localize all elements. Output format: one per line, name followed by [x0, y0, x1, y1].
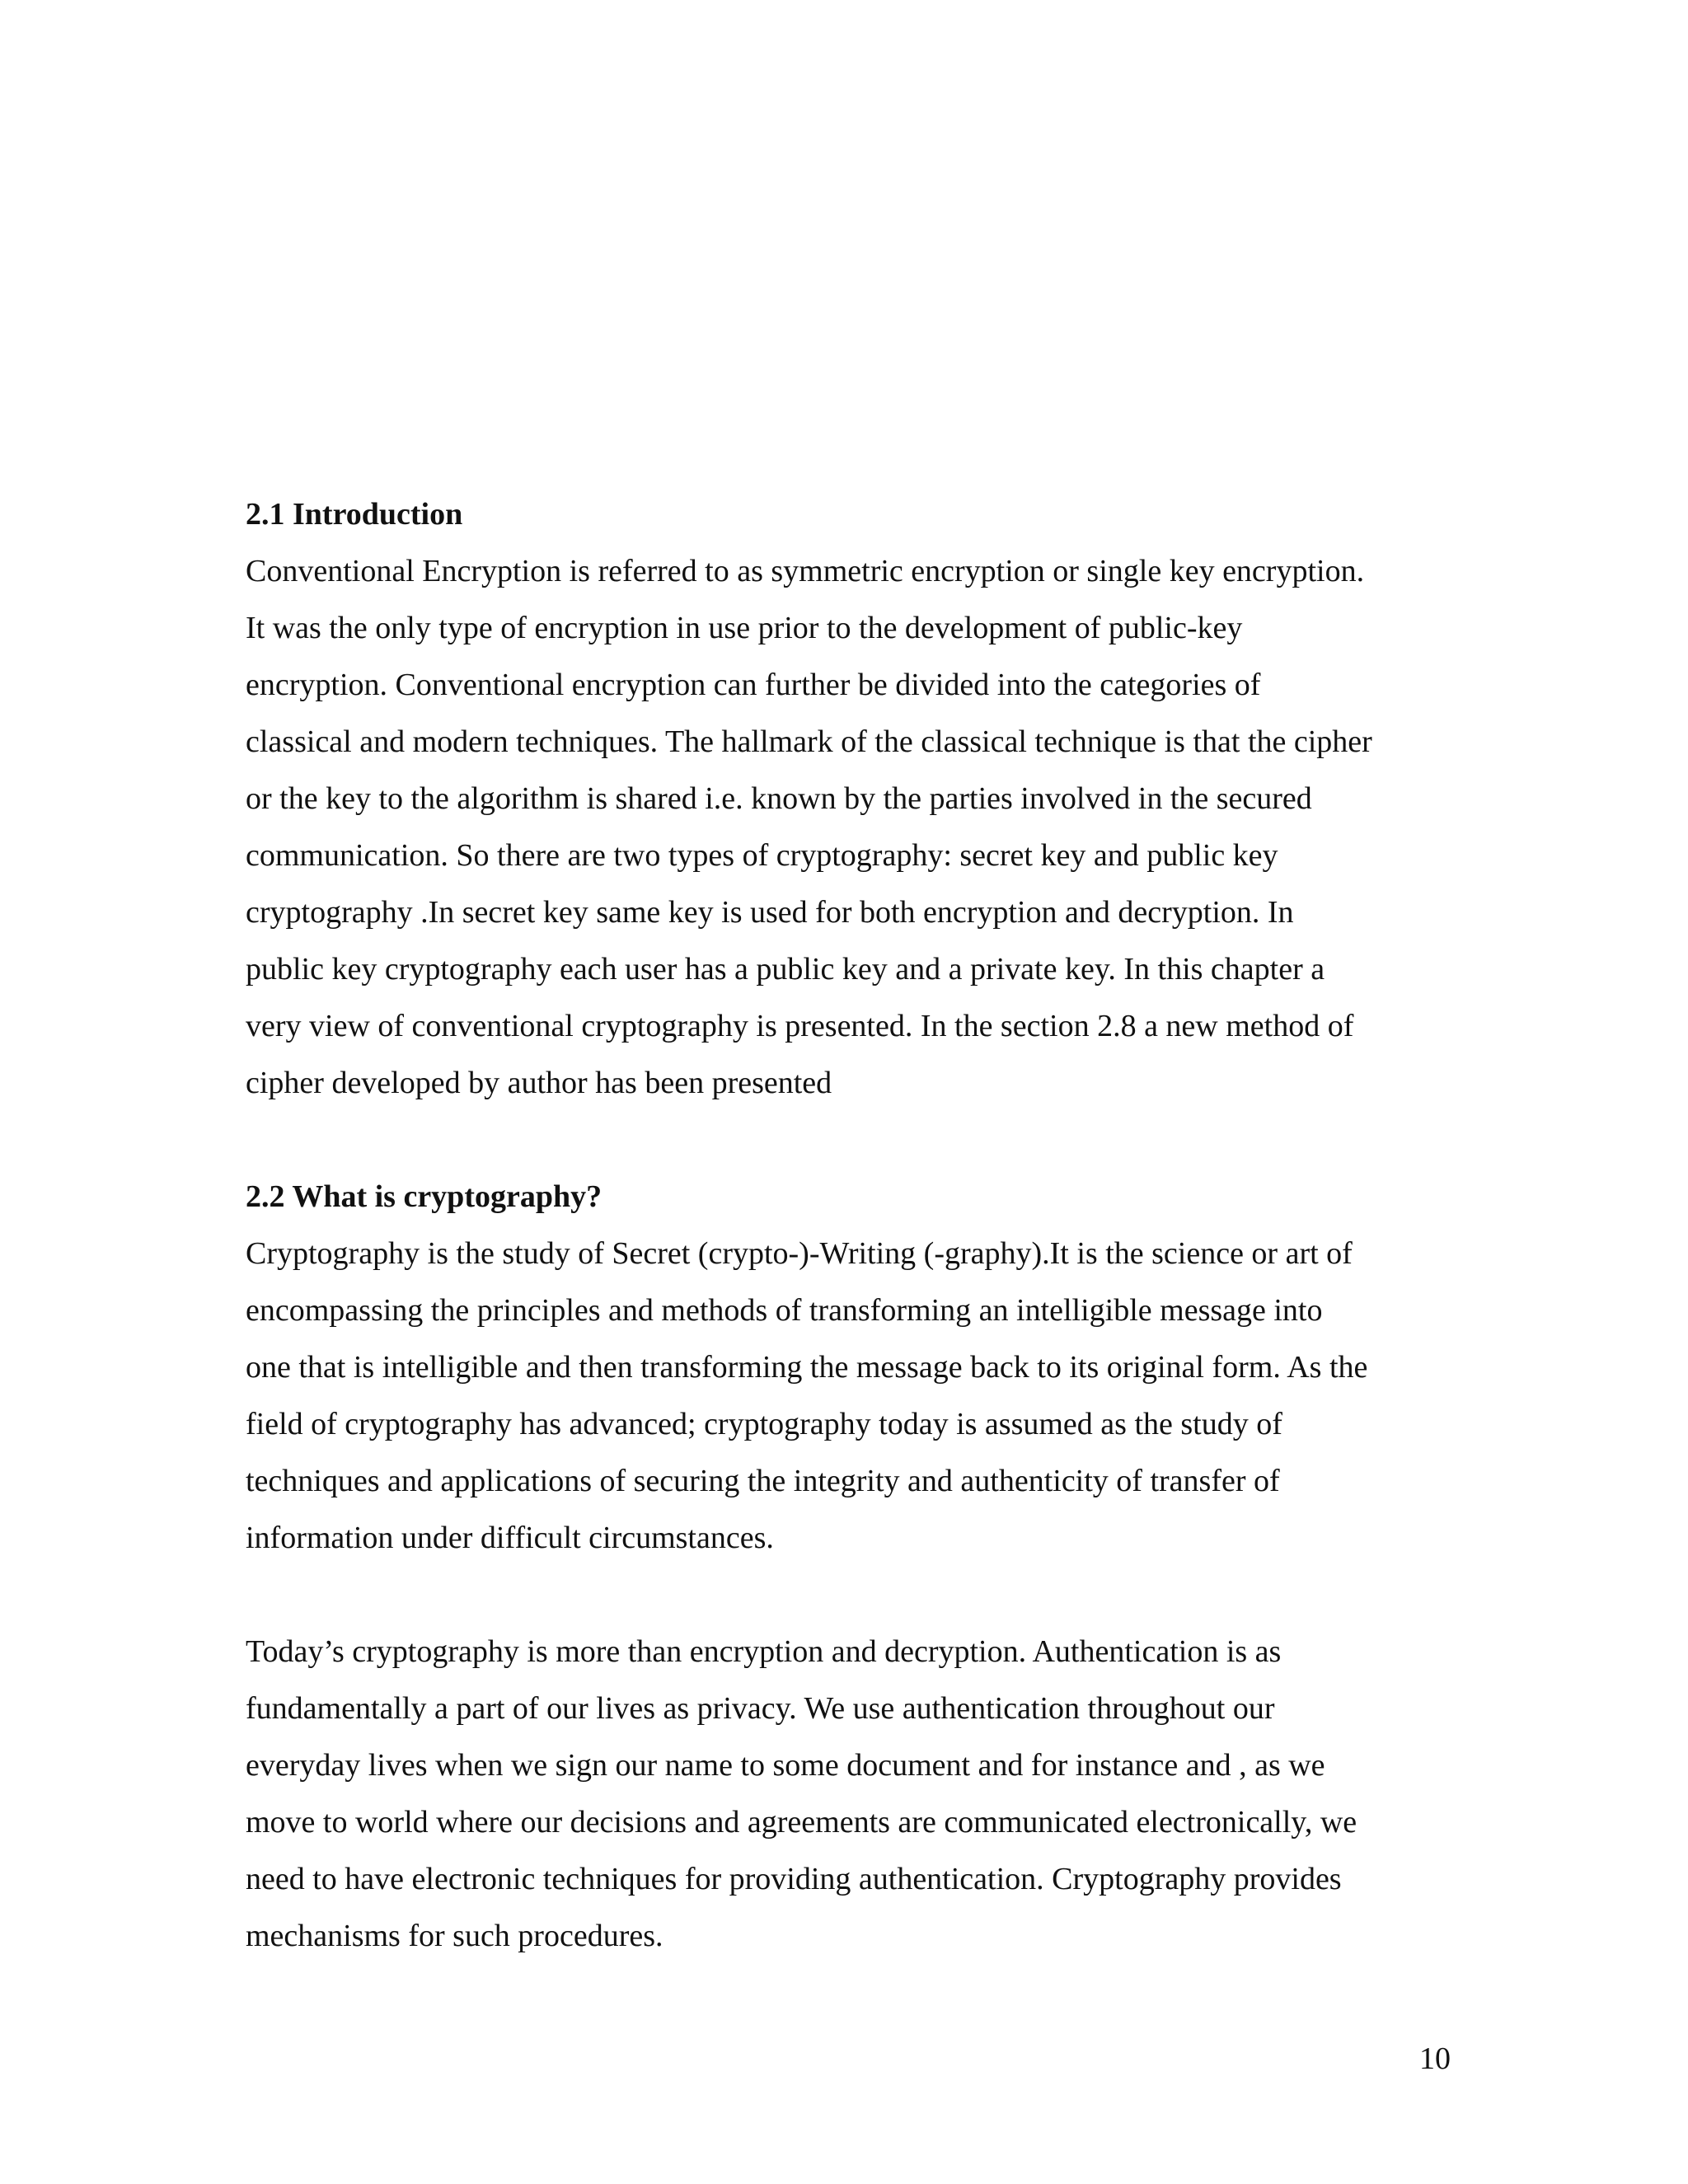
text-line: fundamentally a part of our lives as privacy. We use authentication throughout our — [246, 1691, 1275, 1726]
text-line: It was the only type of encryption in use prior to the development of public-key — [246, 611, 1243, 645]
section-what-is-cryptography — [246, 1169, 1449, 1965]
text-line: field of cryptography has advanced; cryptography today is assumed as the study of — [246, 1407, 1282, 1441]
section-heading: 2.1 Introduction — [246, 497, 463, 532]
text-line: public key cryptography each user has a public key and a private key. In this chapter a — [246, 952, 1325, 987]
text-line: Cryptography is the study of Secret (crypto-)-Writing (-graphy).It is the science or art of — [246, 1236, 1353, 1271]
text-line: Today’s cryptography is more than encryption and decryption. Authentication is as — [246, 1634, 1282, 1669]
paragraph — [246, 1226, 1449, 1567]
section-heading: 2.2 What is cryptography? — [246, 1179, 603, 1214]
text-line: encompassing the principles and methods of transforming an intelligible message into — [246, 1293, 1323, 1328]
text-line: classical and modern techniques. The hallmark of the classical technique is that the cipher — [246, 724, 1372, 759]
page-content — [246, 486, 1449, 1965]
text-line: information under difficult circumstances. — [246, 1521, 774, 1555]
page-number: 10 — [1419, 2041, 1451, 2076]
text-line: cipher developed by author has been presented — [246, 1066, 832, 1100]
text-line: everyday lives when we sign our name to some document and for instance and , as we — [246, 1748, 1325, 1783]
text-line: techniques and applications of securing the integrity and authenticity of transfer of — [246, 1464, 1280, 1498]
text-line: one that is intelligible and then transforming the message back to its original form. As the — [246, 1350, 1368, 1385]
text-line: communication. So there are two types of cryptography: secret key and public key — [246, 838, 1278, 873]
text-line: very view of conventional cryptography is presented. In the section 2.8 a new method of — [246, 1009, 1354, 1043]
text-line: cryptography .In secret key same key is used for both encryption and decryption. In — [246, 895, 1294, 930]
paragraph-gap — [246, 1112, 1449, 1169]
text-line: move to world where our decisions and agreements are communicated electronically, we — [246, 1805, 1357, 1840]
text-line: need to have electronic techniques for providing authentication. Cryptography provides — [246, 1862, 1342, 1896]
text-line: Conventional Encryption is referred to as symmetric encryption or single key encryption. — [246, 554, 1365, 588]
paragraph-gap — [246, 1567, 1449, 1624]
text-line: or the key to the algorithm is shared i.e. known by the parties involved in the secured — [246, 781, 1312, 816]
text-line: encryption. Conventional encryption can further be divided into the categories of — [246, 668, 1261, 702]
text-line: mechanisms for such procedures. — [246, 1919, 663, 1953]
paragraph — [246, 1624, 1449, 1965]
paragraph — [246, 543, 1449, 1112]
section-introduction — [246, 486, 1449, 1112]
